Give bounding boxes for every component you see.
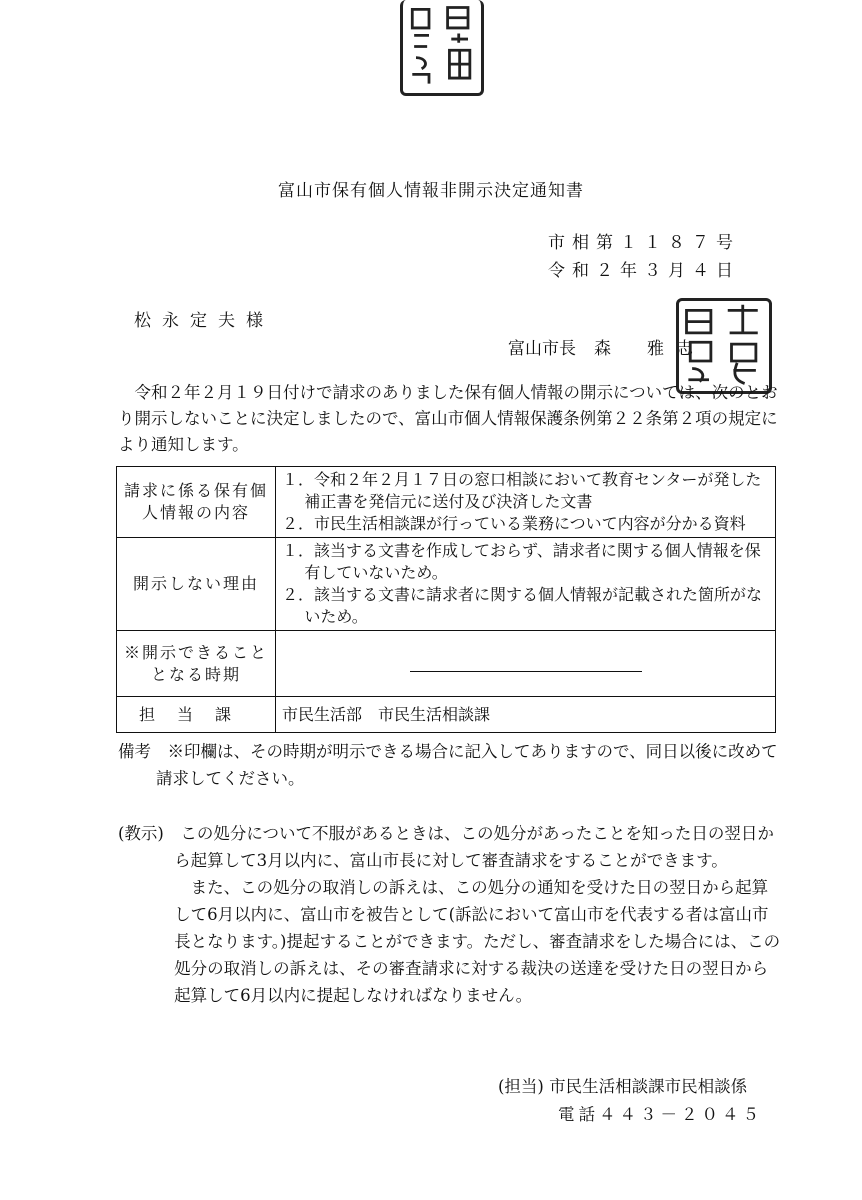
kyoji-paragraph-2: また、この処分の取消しの訴えは、この処分の通知を受けた日の翌日から起算して6月以内に、富山市を被告として(訴訟において富山市を代表する者は富山市長となります。)提起することができます。ただし、審査請求をした場合には、この処分の取消しの訴えは、その審査請求に対する裁決の送達を受けた日の翌日から起算して6月以内に提起しなければなりません。 [174, 878, 781, 1005]
table-row [117, 467, 776, 538]
table-row [117, 538, 776, 631]
document-title: 富山市保有個人情報非開示決定通知書 [278, 181, 584, 201]
document-date: 令和２年３月４日 [548, 261, 740, 281]
list-item: ２．該当する文書に請求者に関する個人情報が記載された箇所がないため。 [282, 585, 763, 626]
remarks [118, 738, 783, 792]
top-official-seal [400, 0, 484, 96]
row-value [276, 467, 776, 538]
issuer-surname: 森 [594, 339, 611, 359]
table-row [117, 631, 776, 697]
row-label: 担当課 [117, 697, 276, 733]
bikou-note: 備考 ※印欄は、その時期が明示できる場合に記入してありますので、同日以後に改めて請求してください。 [118, 742, 778, 788]
table-row [117, 697, 776, 733]
list-item: ２．市民生活相談課が行っている業務について内容が分かる資料 [282, 514, 746, 533]
body-paragraph: 令和２年２月１９日付けで請求のありました保有個人情報の開示については、次のとおり開示しないことに決定しましたので、富山市個人情報保護条例第２２条第２項の規定により通知します。 [118, 383, 778, 454]
list-item: １．該当する文書を作成しておらず、請求者に関する個人情報を保有していないため。 [282, 541, 761, 582]
row-label: ※開示できることとなる時期 [117, 631, 276, 697]
issuer-given-name: 雅志 [647, 339, 705, 359]
row-label: 開示しない理由 [117, 538, 276, 631]
instructions [118, 820, 783, 1009]
kyoji-paragraph-1: (教示) この処分について不服があるときは、この処分があったことを知った日の翌日から起算して3月以内に、富山市長に対して審査請求をすることができます。 [118, 824, 774, 870]
document-number: 市相第１１８７号 [548, 233, 740, 253]
blank-line [410, 671, 642, 672]
contact-block [498, 1073, 763, 1129]
contact-department: (担当) 市民生活相談課市民相談係 [498, 1077, 748, 1096]
row-value: 市民生活部 市民生活相談課 [276, 697, 776, 733]
addressee: 松永定夫様 [134, 311, 274, 331]
info-table [116, 466, 776, 733]
row-label: 請求に係る保有個人情報の内容 [117, 467, 276, 538]
contact-phone: 電話４４３－２０４５ [558, 1105, 763, 1124]
list-item: １．令和２年２月１７日の窓口相談において教育センターが発した補正書を発信元に送付及び決済した文書 [282, 470, 762, 511]
row-value [276, 631, 776, 697]
row-value [276, 538, 776, 631]
issuer-title: 富山市長 [508, 339, 576, 359]
